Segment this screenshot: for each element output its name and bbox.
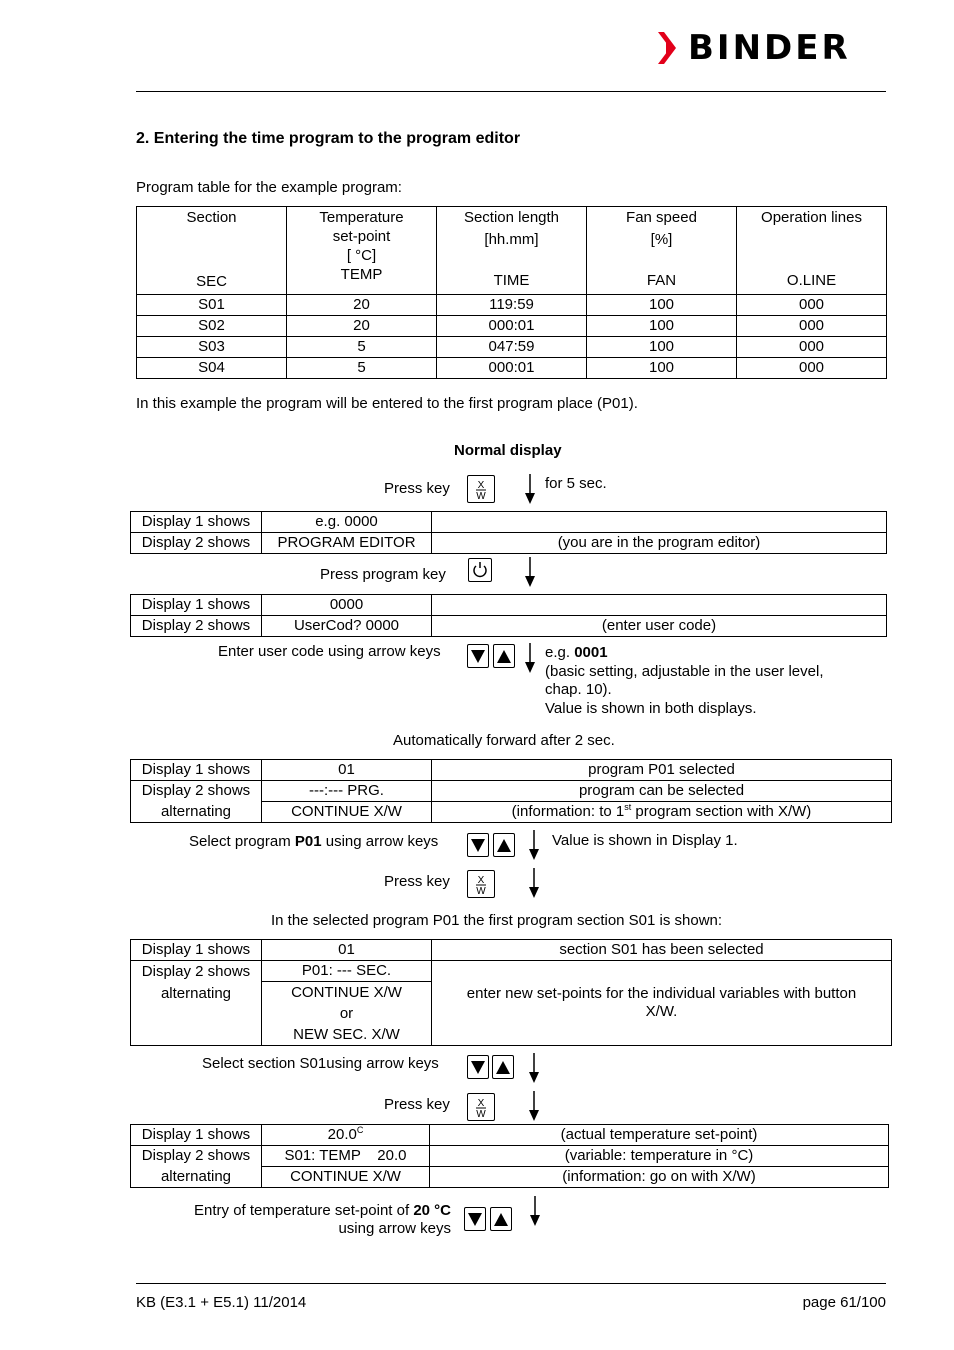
arrow-down-key[interactable] xyxy=(467,833,489,857)
cell: PROGRAM EDITOR xyxy=(262,533,432,554)
press-key-label: Press key xyxy=(384,480,450,497)
header-bottom: O.LINE xyxy=(786,272,837,289)
header-rule xyxy=(136,91,886,92)
normal-display-heading: Normal display xyxy=(454,442,562,459)
svg-text:W: W xyxy=(476,491,486,502)
cell: alternating xyxy=(131,1167,262,1188)
cell xyxy=(131,961,262,1046)
header-mid: [%] xyxy=(650,231,673,248)
arrow-up-key[interactable] xyxy=(493,644,515,668)
table-row xyxy=(131,961,892,982)
cell: 20 xyxy=(287,295,437,316)
arrow-up-key[interactable] xyxy=(493,833,515,857)
cell: section S01 has been selected xyxy=(432,940,892,961)
svg-text:W: W xyxy=(476,886,486,897)
xw-key[interactable] xyxy=(467,475,495,503)
down-arrow-icon xyxy=(527,1053,541,1083)
cell xyxy=(432,961,892,1046)
table-caption: Program table for the example program: xyxy=(136,179,402,196)
program-table xyxy=(136,206,887,379)
table-row xyxy=(137,316,887,337)
header-mid: set-point xyxy=(332,228,391,245)
page-number: page 61/100 xyxy=(802,1294,886,1311)
cell: 119:59 xyxy=(437,295,587,316)
display-table-1 xyxy=(130,511,887,554)
continue-label: CONTINUE X/W xyxy=(291,984,402,1001)
cell: 000 xyxy=(737,337,887,358)
section-shown-note: In the selected program P01 the first program section S01 is shown: xyxy=(271,912,723,929)
cell: 01 xyxy=(262,760,432,781)
header-cell xyxy=(137,207,287,295)
down-arrow-icon xyxy=(527,830,541,860)
xw-key-icon xyxy=(468,1094,494,1120)
table-row xyxy=(137,358,887,379)
header-bottom: FAN xyxy=(646,272,677,289)
info-pre: (information: to 1 xyxy=(511,803,625,820)
entry-temperature-line1 xyxy=(150,1202,451,1220)
down-arrow-icon xyxy=(523,643,537,673)
down-arrow-icon xyxy=(523,474,537,504)
temp-value: 20.0 xyxy=(327,1126,357,1143)
svg-text:X: X xyxy=(477,480,485,491)
table-row xyxy=(131,1146,889,1167)
cell: UserCod? 0000 xyxy=(262,616,432,637)
cell: Display 1 shows xyxy=(131,595,262,616)
display-table-4 xyxy=(130,939,892,1046)
header-cell xyxy=(737,207,887,295)
press-program-key-label: Press program key xyxy=(320,566,446,583)
cell: CONTINUE X/W xyxy=(262,802,432,823)
triangle-up-icon xyxy=(494,834,514,856)
enter-user-code-label: Enter user code using arrow keys xyxy=(218,643,441,660)
xw-key[interactable] xyxy=(467,870,495,898)
cell: 5 xyxy=(287,337,437,358)
arrow-down-key[interactable] xyxy=(467,644,489,668)
arrow-up-key[interactable] xyxy=(490,1207,512,1231)
display-table-3 xyxy=(130,759,892,823)
cell: 100 xyxy=(587,295,737,316)
cell: Display 1 shows xyxy=(131,760,262,781)
user-code-line: chap. 10). xyxy=(545,681,612,698)
info-sup: st xyxy=(624,802,632,812)
cell: (information: go on with X/W) xyxy=(430,1167,889,1188)
xw-key-icon xyxy=(468,476,494,502)
cell: 100 xyxy=(587,358,737,379)
svg-text:X: X xyxy=(477,1098,485,1109)
display-table-2 xyxy=(130,594,887,637)
svg-text:X: X xyxy=(477,875,485,886)
entry-temperature-label xyxy=(150,1202,451,1238)
user-code-line: Value is shown in both displays. xyxy=(545,699,757,717)
header-bottom: TIME xyxy=(493,272,530,289)
select-section-label: Select section S01using arrow keys xyxy=(202,1055,439,1072)
arrow-down-key[interactable] xyxy=(464,1207,486,1231)
table-row xyxy=(131,533,887,554)
section-heading: 2. Entering the time program to the program editor xyxy=(136,130,521,147)
program-key[interactable] xyxy=(468,558,492,582)
auto-forward-note: Automatically forward after 2 sec. xyxy=(393,732,615,749)
header-top: Section length xyxy=(463,209,560,226)
cell: 01 xyxy=(262,940,432,961)
cell: 0000 xyxy=(262,595,432,616)
header-top: Section xyxy=(186,209,237,226)
cell: 000 xyxy=(737,295,887,316)
footer-rule xyxy=(136,1283,886,1284)
cell: (enter user code) xyxy=(432,616,887,637)
cell: ---:--- PRG. xyxy=(262,781,432,802)
cell: S03 xyxy=(137,337,287,358)
table-row xyxy=(131,1167,889,1188)
cell xyxy=(262,982,432,1046)
cell: 000 xyxy=(737,316,887,337)
select-program-label xyxy=(189,833,438,850)
table-row xyxy=(131,1125,889,1146)
section-note: enter new set-points for the individual variables with button X/W. xyxy=(466,985,857,1020)
table-row xyxy=(137,295,887,316)
cell: S04 xyxy=(137,358,287,379)
cell: P01: --- SEC. xyxy=(262,961,432,982)
table-row xyxy=(131,940,892,961)
table-row xyxy=(131,760,892,781)
example-note: In this example the program will be entered to the first program place (P01). xyxy=(136,395,638,412)
triangle-down-icon xyxy=(468,1056,488,1078)
cell: (actual temperature set-point) xyxy=(430,1125,889,1146)
header-top: Operation lines xyxy=(761,209,862,226)
header-cell xyxy=(287,207,437,295)
temp-unit: C xyxy=(356,1125,364,1135)
table-row xyxy=(131,781,892,802)
header-top: Fan speed xyxy=(626,209,697,226)
select-program-post: using arrow keys xyxy=(321,833,439,850)
triangle-up-icon xyxy=(491,1208,511,1230)
for-5-sec-label: for 5 sec. xyxy=(545,475,607,492)
header-top: Temperature xyxy=(319,209,404,226)
cell: (variable: temperature in °C) xyxy=(430,1146,889,1167)
cell xyxy=(432,512,887,533)
down-arrow-icon xyxy=(523,557,537,587)
header-cell xyxy=(437,207,587,295)
xw-key[interactable] xyxy=(467,1093,495,1121)
cell: 100 xyxy=(587,337,737,358)
table-row xyxy=(131,616,887,637)
cell: Display 2 shows xyxy=(131,533,262,554)
press-key-label: Press key xyxy=(384,1096,450,1113)
user-code-line: (basic setting, adjustable in the user level, xyxy=(545,662,824,680)
entry-bold: 20 °C xyxy=(413,1202,451,1219)
cell: 047:59 xyxy=(437,337,587,358)
svg-text:W: W xyxy=(476,1109,486,1120)
brand-name: BINDER xyxy=(688,28,851,68)
cell xyxy=(262,1125,430,1146)
header-bottom: TEMP xyxy=(340,266,383,283)
table-row xyxy=(131,802,892,823)
cell: Display 2 shows xyxy=(131,1146,262,1167)
value-shown-note: Value is shown in Display 1. xyxy=(552,832,738,849)
new-sec-label: NEW SEC. X/W xyxy=(293,1026,400,1043)
cell: e.g. 0000 xyxy=(262,512,432,533)
cell xyxy=(432,595,887,616)
triangle-up-icon xyxy=(494,645,514,667)
cell: program P01 selected xyxy=(432,760,892,781)
cell: CONTINUE X/W xyxy=(262,1167,430,1188)
footer-left: KB (E3.1 + E5.1) 11/2014 xyxy=(136,1294,307,1311)
cell: program can be selected xyxy=(432,781,892,802)
cell: Display 1 shows xyxy=(131,940,262,961)
cell: (you are in the program editor) xyxy=(432,533,887,554)
cell: 000:01 xyxy=(437,358,587,379)
triangle-up-icon xyxy=(493,1056,513,1078)
eg-value: 0001 xyxy=(574,644,608,661)
alternating-label: alternating xyxy=(160,985,232,1002)
cell: Display 2 shows xyxy=(131,781,262,802)
entry-pre: Entry of temperature set-point of xyxy=(194,1202,414,1219)
press-key-label: Press key xyxy=(384,873,450,890)
cell: Display 2 shows xyxy=(131,616,262,637)
header-cell xyxy=(587,207,737,295)
cell xyxy=(432,802,892,823)
user-code-example xyxy=(545,644,824,718)
cell: 100 xyxy=(587,316,737,337)
or-label: or xyxy=(339,1005,354,1022)
user-code-eg xyxy=(545,644,824,663)
logo-mark-icon xyxy=(656,30,682,66)
cell: 000:01 xyxy=(437,316,587,337)
arrow-down-key[interactable] xyxy=(467,1055,489,1079)
program-key-icon xyxy=(469,559,491,581)
cell: 5 xyxy=(287,358,437,379)
info-post: program section with X/W) xyxy=(631,803,812,820)
header-mid: [hh.mm] xyxy=(484,231,539,248)
header-bottom: SEC xyxy=(196,273,227,290)
down-arrow-icon xyxy=(527,868,541,898)
cell: Display 1 shows xyxy=(131,512,262,533)
cell: S02 xyxy=(137,316,287,337)
display2-label: Display 2 shows xyxy=(141,963,251,980)
binder-logo xyxy=(656,30,888,66)
display-table-5 xyxy=(130,1124,889,1188)
triangle-down-icon xyxy=(465,1208,485,1230)
down-arrow-icon xyxy=(528,1196,542,1226)
select-program-bold: P01 xyxy=(294,833,322,850)
triangle-down-icon xyxy=(468,834,488,856)
xw-key-icon xyxy=(468,871,494,897)
table-row xyxy=(131,512,887,533)
triangle-down-icon xyxy=(468,645,488,667)
entry-temperature-line2: using arrow keys xyxy=(338,1220,451,1237)
table-row xyxy=(131,595,887,616)
cell: S01: TEMP 20.0 xyxy=(262,1146,430,1167)
header-mid2: [ °C] xyxy=(346,247,377,264)
table-row xyxy=(137,337,887,358)
select-program-pre: Select program xyxy=(189,833,295,850)
cell: Display 1 shows xyxy=(131,1125,262,1146)
cell: 20 xyxy=(287,316,437,337)
cell: alternating xyxy=(131,802,262,823)
eg-prefix: e.g. xyxy=(545,644,575,661)
arrow-up-key[interactable] xyxy=(492,1055,514,1079)
cell: 000 xyxy=(737,358,887,379)
program-table-header xyxy=(137,207,887,295)
down-arrow-icon xyxy=(527,1091,541,1121)
cell: S01 xyxy=(137,295,287,316)
